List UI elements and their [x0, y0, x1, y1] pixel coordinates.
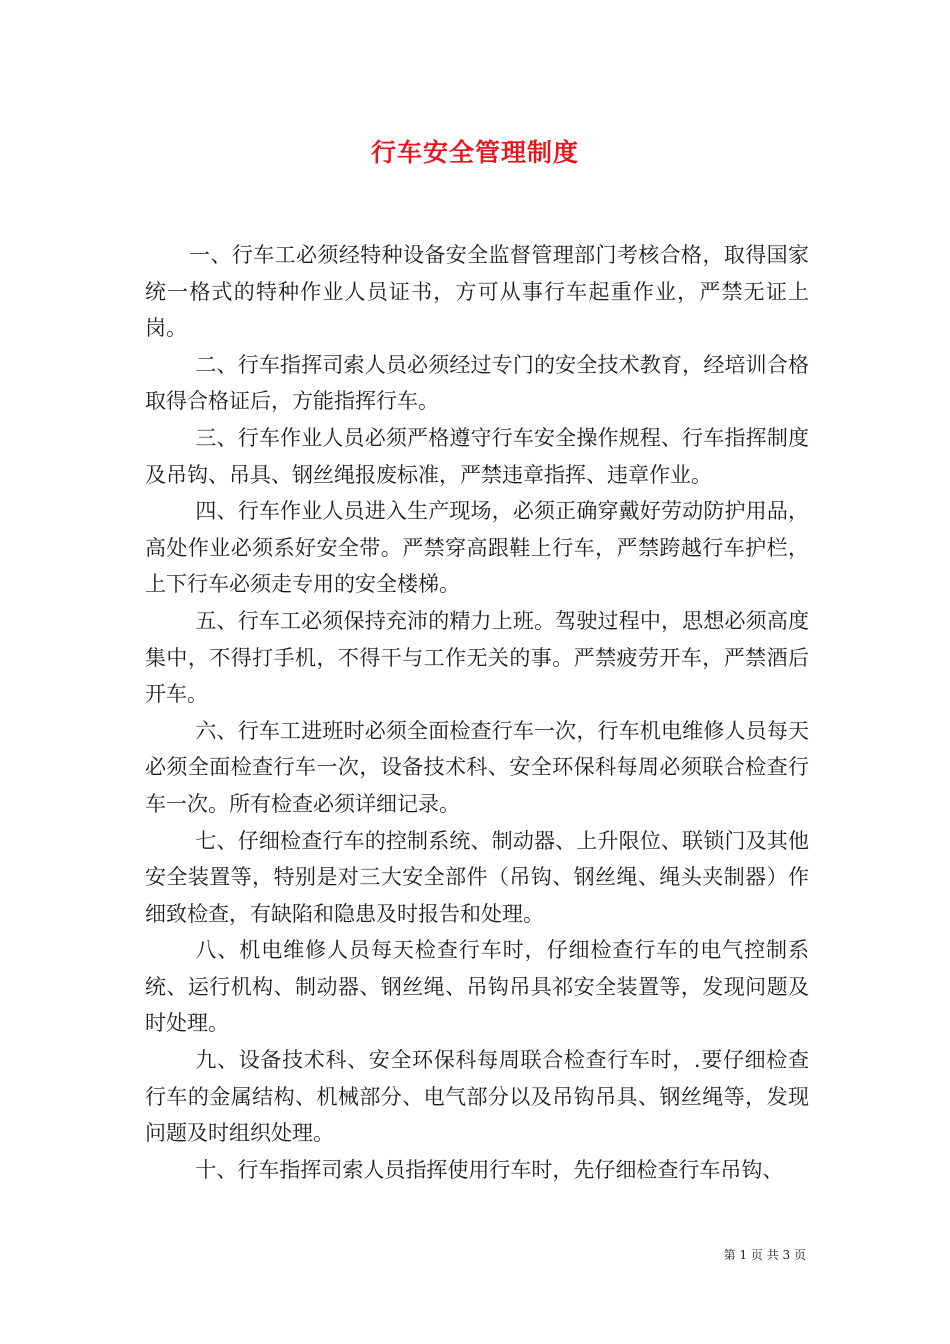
paragraph-2: 二、行车指挥司索人员必须经过专门的安全技术教育，经培训合格取得合格证后，方能指挥行车。 [145, 352, 809, 414]
document-body [145, 237, 809, 1188]
paragraph-4: 四、行车作业人员进入生产现场，必须正确穿戴好劳动防护用品，高处作业必须系好安全带。严禁穿高跟鞋上行车，严禁跨越行车护栏，上下行车必须走专用的安全楼梯。 [145, 499, 809, 597]
paragraph-8: 八、机电维修人员每天检查行车时，仔细检查行车的电气控制系统、运行机构、制动器、钢丝绳、吊钩吊具祁安全装置等，发现问题及时处理。 [145, 938, 809, 1036]
paragraph-3: 三、行车作业人员必须严格遵守行车安全操作规程、行车指挥制度及吊钩、吊具、钢丝绳报废标准，严禁违章指挥、违章作业。 [145, 425, 809, 487]
paragraph-5: 五、行车工必须保持充沛的精力上班。驾驶过程中，思想必须高度集中，不得打手机，不得干与工作无关的事。严禁疲劳开车，严禁酒后开车。 [145, 608, 809, 707]
paragraph-7: 七、仔细检查行车的控制系统、制动器、上升限位、联锁门及其他安全装置等，特别是对三大安全部件（吊钩、钢丝绳、绳头夹制器）作细致检查，有缺陷和隐患及时报告和处理。 [145, 828, 809, 926]
paragraph-10: 十、行车指挥司索人员指挥使用行车时，先仔细检查行车吊钩、 [195, 1157, 784, 1182]
page-number: 第 1 页 共 3 页 [723, 1248, 806, 1262]
document-title: 行车安全管理制度 [370, 138, 579, 167]
paragraph-9: 九、设备技术科、安全环保科每周联合检查行车时，.要仔细检查行车的金属结构、机械部分、电气部分以及吊钩吊具、钢丝绳等，发现问题及时组织处理。 [145, 1048, 809, 1146]
paragraph-1: 一、行车工必须经特种设备安全监督管理部门考核合格，取得国家统一格式的特种作业人员证书，方可从事行车起重作业，严禁无证上岗。 [145, 243, 809, 341]
paragraph-6: 六、行车工进班时必须全面检查行车一次，行车机电维修人员每天必须全面检查行车一次，设备技术科、安全环保科每周必须联合检查行车一次。所有检查必须详细记录。 [145, 718, 809, 816]
